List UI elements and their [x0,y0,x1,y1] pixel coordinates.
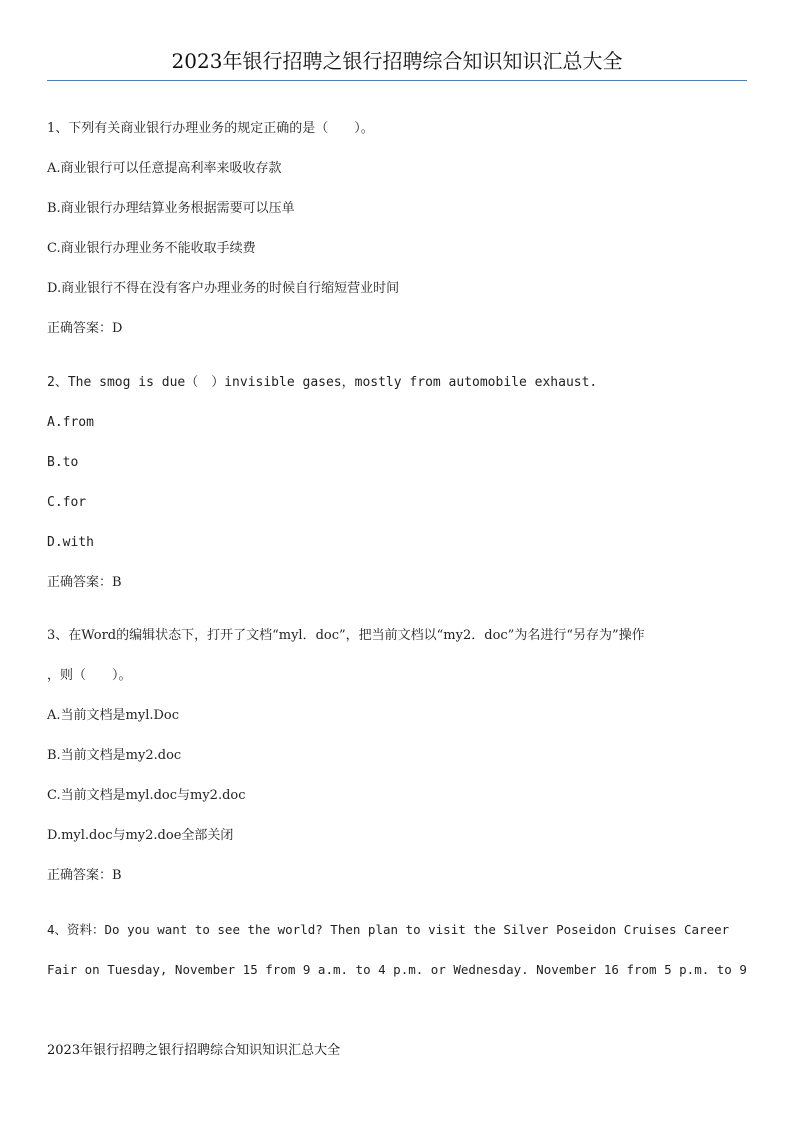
question-1-option-b: B.商业银行办理结算业务根据需要可以压单 [47,201,295,216]
question-2-option-d: D.with [47,535,94,550]
page-title: 2023年银行招聘之银行招聘综合知识知识汇总大全 [171,49,623,73]
question-3-option-c: C.当前文档是myl.doc与my2.doc [47,788,246,803]
question-2-answer: 正确答案：B [47,575,122,590]
question-3-option-a: A.当前文档是myl.Doc [47,708,180,723]
question-1-answer: 正确答案：D [47,321,123,336]
question-1-stem: 1、下列有关商业银行办理业务的规定正确的是（ ）。 [47,121,374,136]
question-3-option-d: D.myl.doc与my2.doe全部关闭 [47,828,234,843]
question-1-option-c: C.商业银行办理业务不能收取手续费 [47,241,256,256]
header-divider [47,80,747,81]
question-2-option-a: A.from [47,415,94,430]
question-2-stem: 2、The smog is due（ ）invisible gases，mostly from automobile exhaust. [47,375,598,390]
question-2-option-c: C.for [47,495,87,510]
question-1-option-d: D.商业银行不得在没有客户办理业务的时候自行缩短营业时间 [47,281,400,296]
question-3-stem-line-1: 3、在Word的编辑状态下，打开了文档“myl．doc”，把当前文档以“my2．doc”为名进行“另存为”操作 [47,628,645,643]
question-4-stem-line-1: 4、资料：Do you want to see the world? Then plan to visit the Silver Poseidon Cruises Career [47,922,730,937]
page-footer: 2023年银行招聘之银行招聘综合知识知识汇总大全 [47,1043,341,1058]
question-3-option-b: B.当前文档是my2.doc [47,748,182,763]
question-3-answer: 正确答案：B [47,868,122,883]
question-4-stem-line-2: Fair on Tuesday, November 15 from 9 a.m. to 4 p.m. or Wednesday. November 16 from 5 p.m. to 9 [47,962,747,977]
question-2-option-b: B.to [47,455,79,470]
question-1-option-a: A.商业银行可以任意提高利率来吸收存款 [47,161,282,176]
question-3-stem-line-2: ，则（ ）。 [47,668,132,683]
